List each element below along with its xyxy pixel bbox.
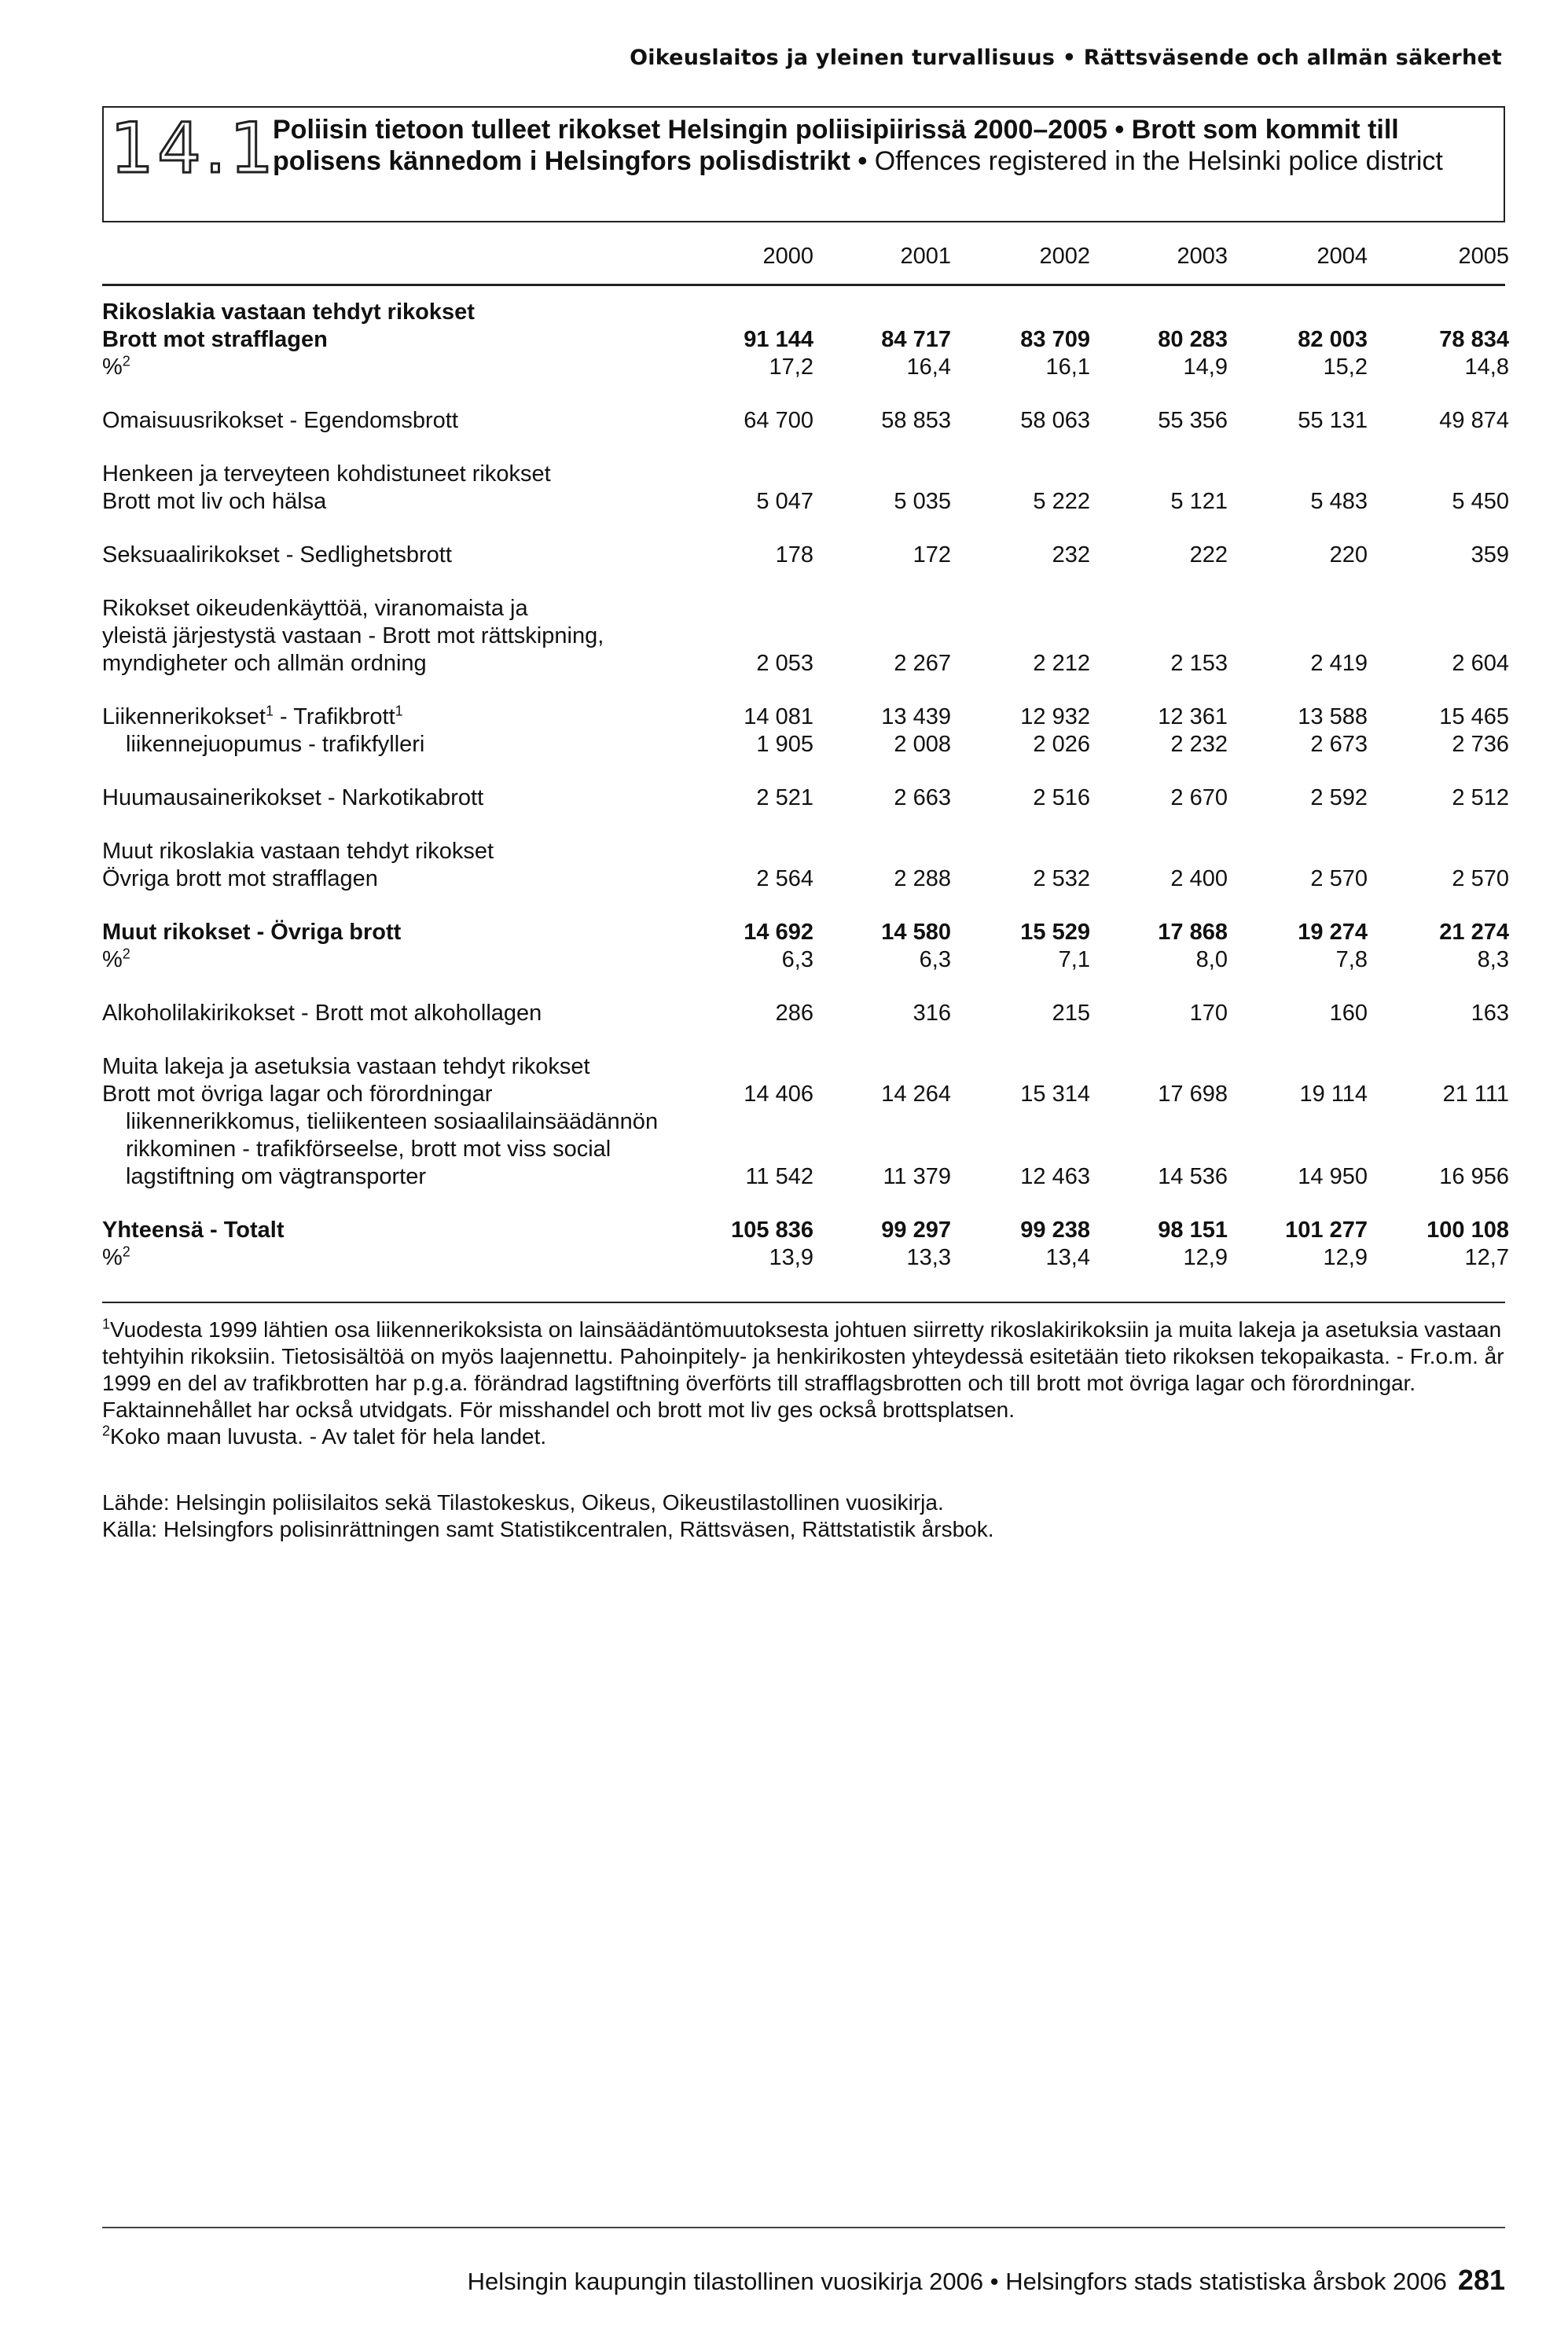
footnote-marker: 1	[265, 703, 274, 719]
row-label-text: yleistä järjestystä vastaan - Brott mot rättskipning,	[102, 623, 604, 648]
table-cell: 14,9	[1183, 354, 1228, 380]
table-cell: 2 026	[1033, 732, 1090, 757]
row-label	[126, 731, 424, 758]
row-label-text: Seksuaalirikokset - Sedlighetsbrott	[102, 542, 452, 567]
row-label-text: Muita lakeja ja asetuksia vastaan tehdyt rikokset	[102, 1054, 590, 1079]
row-label	[102, 650, 427, 678]
table-cell: 12,9	[1183, 1245, 1228, 1270]
table-cell: 2 564	[756, 866, 813, 891]
table-cell: 13,4	[1045, 1245, 1090, 1270]
table-cell: 15 465	[1439, 704, 1509, 729]
table-row	[102, 1243, 1509, 1272]
table-cell: 6,3	[919, 947, 951, 972]
row-label	[102, 919, 401, 946]
table-cell: 178	[775, 542, 813, 567]
table-cell: 215	[1052, 1001, 1090, 1026]
table-cell: 16 956	[1439, 1164, 1509, 1189]
table-cell: 19 114	[1299, 1082, 1368, 1107]
table-row	[102, 650, 1509, 678]
year-header: 2000	[762, 244, 813, 269]
row-label-text: liikennerikkomus, tieliikenteen sosiaalilainsäädännön	[126, 1109, 659, 1134]
table-cell: 5 483	[1310, 489, 1368, 514]
table-cell: 13,3	[906, 1245, 951, 1270]
table-cell: 5 035	[894, 489, 951, 514]
table-cell: 2 532	[1033, 866, 1090, 891]
row-label-text: Rikoslakia vastaan tehdyt rikokset	[102, 299, 475, 325]
table-cell: 2 008	[894, 732, 951, 757]
table-row	[102, 1136, 1505, 1163]
row-label	[102, 542, 452, 569]
table-cell: 2 267	[894, 651, 951, 676]
table-cell: 16,4	[906, 354, 951, 380]
table-cell: 170	[1189, 1001, 1228, 1026]
row-label-text: %	[102, 947, 123, 972]
row-label-text: %	[102, 354, 123, 380]
row-label	[102, 838, 494, 865]
table-cell: 14 580	[881, 920, 951, 945]
table-row	[102, 488, 1509, 516]
table-row	[102, 946, 1509, 974]
row-label-text: Brott mot övriga lagar och förordningar	[102, 1082, 493, 1107]
row-label	[102, 461, 551, 488]
table-cell: 2 400	[1170, 866, 1228, 891]
row-label	[102, 407, 458, 435]
row-label-text: Övriga brott mot strafflagen	[102, 866, 378, 891]
table-cell: 14 692	[744, 920, 813, 945]
table-row	[102, 784, 1509, 812]
table-row	[102, 1081, 1509, 1108]
table-cell: 2 232	[1170, 732, 1228, 757]
footnote-2	[102, 1423, 1509, 1450]
table-cell: 2 212	[1033, 651, 1090, 676]
year-header: 2004	[1316, 244, 1368, 269]
footnote-marker: 2	[102, 1423, 111, 1439]
table-title-en: Offences registered in the Helsinki police district	[874, 146, 1443, 176]
table-cell: 5 450	[1452, 489, 1509, 514]
table-cell: 14 264	[881, 1082, 951, 1107]
table-cell: 5 222	[1033, 489, 1090, 514]
table-row	[102, 623, 1505, 650]
row-label	[102, 623, 604, 650]
table-cell: 12,9	[1323, 1245, 1368, 1270]
row-label-text: Alkoholilakirikokset - Brott mot alkohollagen	[102, 1001, 542, 1026]
table-cell: 2 673	[1310, 732, 1368, 757]
table-cell: 172	[913, 542, 951, 567]
table-header-years	[102, 244, 1509, 283]
publication-title: Helsingin kaupungin tilastollinen vuosikirja 2006 • Helsingfors stads statistiska årsbok 2006	[467, 2268, 1447, 2295]
table-row	[102, 353, 1509, 381]
table-cell: 7,8	[1335, 947, 1368, 972]
row-label	[102, 1081, 492, 1108]
row-label-text: Yhteensä - Totalt	[102, 1218, 285, 1243]
row-label-text: Omaisuusrikokset - Egendomsbrott	[102, 408, 458, 433]
table-cell: 2 736	[1452, 732, 1509, 757]
running-head: Oikeuslaitos ja yleinen turvallisuus • Rättsväsende och allmän säkerhet	[630, 46, 1502, 70]
table-cell: 2 521	[756, 785, 813, 810]
table-cell: 78 834	[1439, 327, 1509, 352]
table-cell: 2 512	[1452, 785, 1509, 810]
table-cell: 80 283	[1158, 327, 1228, 352]
footnote-marker: 2	[122, 1243, 130, 1260]
table-cell: 55 356	[1158, 408, 1228, 433]
table-cell: 7,1	[1058, 947, 1090, 972]
table-cell: 13 588	[1298, 704, 1368, 729]
footnotes	[102, 1317, 1509, 1450]
table-cell: 99 238	[1020, 1218, 1090, 1243]
table-cell: 232	[1052, 542, 1090, 567]
table-cell: 17,2	[769, 354, 813, 380]
table-cell: 19 274	[1298, 920, 1368, 945]
table-row	[102, 1000, 1509, 1027]
row-label-text: - Trafikbrott	[273, 704, 395, 729]
row-label-text: Huumausainerikokset - Narkotikabrott	[102, 785, 484, 810]
table-cell: 15 529	[1020, 920, 1090, 945]
year-header: 2001	[900, 244, 951, 269]
table-cell: 14,8	[1464, 354, 1509, 380]
table-title	[273, 114, 1495, 177]
footnote-marker: 2	[122, 946, 130, 962]
row-label	[102, 946, 130, 974]
table-cell: 6,3	[781, 947, 813, 972]
table-row	[102, 703, 1509, 731]
table-cell: 14 536	[1158, 1164, 1228, 1189]
row-label	[102, 703, 403, 731]
table-cell: 14 081	[744, 704, 813, 729]
table-cell: 2 663	[894, 785, 951, 810]
year-header: 2002	[1039, 244, 1090, 269]
row-label-text: Muut rikoslakia vastaan tehdyt rikokset	[102, 839, 494, 864]
table-cell: 14 406	[744, 1082, 813, 1107]
table-cell: 286	[775, 1001, 813, 1026]
table-body	[102, 299, 1509, 1272]
table-cell: 21 274	[1439, 920, 1509, 945]
table-cell: 2 516	[1033, 785, 1090, 810]
table-cell: 12,7	[1464, 1245, 1509, 1270]
table-cell: 91 144	[744, 327, 813, 352]
table-cell: 15 314	[1020, 1082, 1090, 1107]
table-cell: 98 151	[1158, 1218, 1228, 1243]
row-label	[126, 1108, 658, 1136]
table-cell: 2 419	[1310, 651, 1368, 676]
sources	[102, 1489, 1509, 1543]
footnote-marker: 2	[122, 353, 130, 369]
footnote-marker: 1	[102, 1316, 111, 1332]
table-row	[102, 1053, 1505, 1081]
table-cell: 2 288	[894, 866, 951, 891]
row-label	[102, 1217, 285, 1244]
source-sv: Källa: Helsingfors polisinrättningen samt Statistikcentralen, Rättsväsen, Rättstatistik årsbok.	[102, 1517, 994, 1541]
row-label-text: Brott mot liv och hälsa	[102, 489, 327, 514]
row-label	[102, 354, 130, 381]
table-row	[102, 461, 1505, 488]
row-label-text: Henkeen ja terveyteen kohdistuneet rikokset	[102, 461, 551, 487]
table-row	[102, 542, 1509, 569]
table-cell: 13,9	[769, 1245, 813, 1270]
table-row	[102, 838, 1505, 865]
page-footer	[468, 2264, 1505, 2297]
table-cell: 12 361	[1158, 704, 1228, 729]
footnote-text: Vuodesta 1999 lähtien osa liikennerikoksista on lainsäädäntömuutoksesta johtuen siirretty rikoslakirikoksiin ja muita lakeja ja asetuksia vastaan tehtyihin rikoksiin. Tietosisältöä on myös laajennettu. Pahoinpitely- ja henkirikosten yhteydessä esitetään tieto rikoksen tekopaikasta. - Fr.o.m. år 1999 en del av trafikbrotten har p.g.a. förändrad lagstiftning överförts till strafflagsbrotten och till brott mot övriga lagar och förordningar. Faktainnehållet har också utvidgats. För misshandel och brott mot liv ges också brottsplatsen.	[102, 1317, 1504, 1422]
footnote-1	[102, 1317, 1509, 1423]
row-label-text: myndigheter och allmän ordning	[102, 651, 427, 676]
table-row	[102, 865, 1509, 893]
table-cell: 17 868	[1158, 920, 1228, 945]
row-label-text: Muut rikokset - Övriga brott	[102, 920, 402, 945]
table-row	[102, 1163, 1509, 1191]
header-rule	[102, 284, 1505, 286]
row-label-text: liikennejuopumus - trafikfylleri	[126, 732, 425, 757]
table-cell: 2 592	[1310, 785, 1368, 810]
table-cell: 163	[1471, 1001, 1509, 1026]
table-cell: 58 853	[881, 408, 951, 433]
table-cell: 82 003	[1298, 327, 1368, 352]
table-cell: 99 297	[881, 1218, 951, 1243]
row-label-text: Liikennerikokset	[102, 704, 266, 729]
table-cell: 101 277	[1285, 1218, 1368, 1243]
footnote-marker: 1	[395, 703, 403, 719]
table-cell: 105 836	[731, 1218, 813, 1243]
row-label	[126, 1136, 611, 1163]
row-label-text: %	[102, 1245, 123, 1270]
row-label	[102, 1053, 590, 1081]
row-label	[102, 299, 475, 326]
table-cell: 55 131	[1298, 408, 1368, 433]
table-cell: 2 570	[1452, 866, 1509, 891]
table-cell: 2 053	[756, 651, 813, 676]
row-label	[126, 1163, 426, 1191]
table-row	[102, 1217, 1509, 1244]
table-cell: 12 932	[1020, 704, 1090, 729]
table-row	[102, 326, 1509, 354]
table-row	[102, 299, 1505, 326]
row-label	[102, 595, 528, 623]
table-number: 14.1	[110, 108, 277, 189]
table-title-fi-sv: Poliisin tietoon tulleet rikokset Helsingin poliisipiirissä 2000–2005 • Brott som kommit till polisens kännedom i Helsingfors polisdistrikt •	[273, 115, 1399, 176]
table-cell: 49 874	[1439, 408, 1509, 433]
table-cell: 359	[1471, 542, 1509, 567]
row-label	[102, 865, 378, 893]
table-cell: 13 439	[881, 704, 951, 729]
row-label-text: Rikokset oikeudenkäyttöä, viranomaista ja	[102, 596, 528, 621]
page-bottom-rule	[102, 2227, 1505, 2228]
table-cell: 220	[1329, 542, 1368, 567]
table-cell: 2 153	[1170, 651, 1228, 676]
table-cell: 58 063	[1020, 408, 1090, 433]
table-cell: 100 108	[1427, 1218, 1509, 1243]
year-header: 2005	[1458, 244, 1509, 269]
table-cell: 14 950	[1298, 1164, 1368, 1189]
footnote-text: Koko maan luvusta. - Av talet för hela landet.	[110, 1424, 547, 1449]
row-label	[102, 784, 483, 812]
table-cell: 15,2	[1323, 354, 1368, 380]
table-cell: 2 670	[1170, 785, 1228, 810]
table-cell: 11 542	[745, 1164, 813, 1189]
row-label-text: Brott mot strafflagen	[102, 327, 328, 352]
table-row	[102, 731, 1509, 758]
table-cell: 21 111	[1442, 1082, 1509, 1107]
source-fi: Lähde: Helsingin poliisilaitos sekä Tilastokeskus, Oikeus, Oikeustilastollinen vuosikirja.	[102, 1490, 944, 1515]
table-cell: 222	[1189, 542, 1228, 567]
row-label-text: lagstiftning om vägtransporter	[126, 1164, 427, 1189]
table-cell: 83 709	[1020, 327, 1090, 352]
year-header: 2003	[1177, 244, 1228, 269]
table-bottom-rule	[102, 1302, 1505, 1303]
table-cell: 64 700	[744, 408, 813, 433]
table-row	[102, 407, 1509, 435]
table-row	[102, 595, 1505, 623]
table-cell: 17 698	[1158, 1082, 1228, 1107]
table-cell: 5 121	[1170, 489, 1228, 514]
table-cell: 16,1	[1045, 354, 1090, 380]
table-cell: 316	[913, 1001, 951, 1026]
table-cell: 12 463	[1020, 1164, 1090, 1189]
table-cell: 2 604	[1452, 651, 1509, 676]
table-row	[102, 1108, 1505, 1136]
row-label-text: rikkominen - trafikförseelse, brott mot viss social	[126, 1137, 611, 1162]
table-cell: 1 905	[756, 732, 813, 757]
row-label	[102, 1244, 130, 1272]
table-cell: 2 570	[1310, 866, 1368, 891]
table-cell: 8,0	[1195, 947, 1228, 972]
table-cell: 8,3	[1477, 947, 1509, 972]
row-label	[102, 1000, 542, 1027]
table-cell: 84 717	[881, 327, 951, 352]
table-cell: 11 379	[883, 1164, 951, 1189]
table-title-box	[102, 106, 1505, 222]
page-number: 281	[1457, 2264, 1505, 2296]
row-label	[102, 488, 326, 516]
table-row	[102, 919, 1509, 946]
table-cell: 160	[1329, 1001, 1368, 1026]
table-cell: 5 047	[756, 489, 813, 514]
row-label	[102, 326, 328, 354]
